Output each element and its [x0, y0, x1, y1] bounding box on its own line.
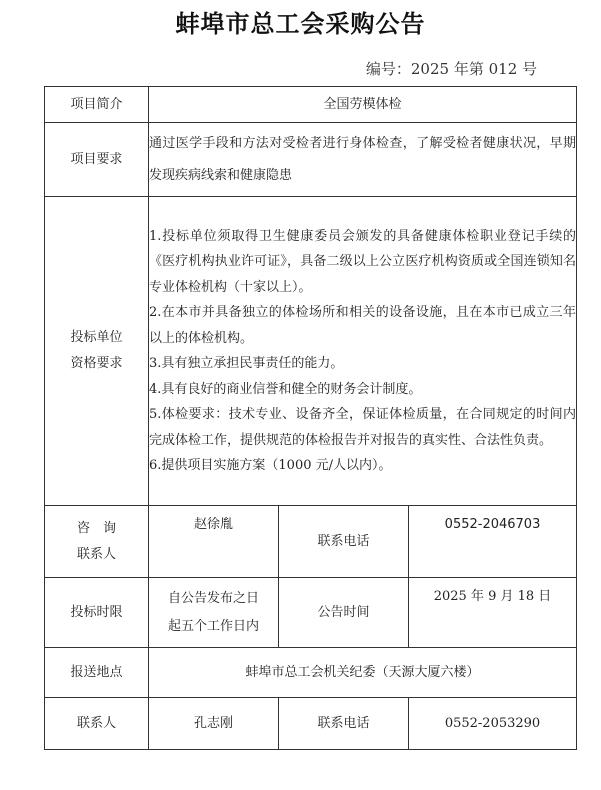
consult-label	[45, 506, 149, 578]
qualification-label-line2: 资格要求	[70, 356, 123, 371]
qualification-label-line1: 投标单位	[70, 330, 123, 345]
row-project-requirements	[45, 123, 577, 197]
qualification-label	[45, 197, 149, 506]
submit-location-label: 报送地点	[45, 648, 149, 698]
project-intro-value: 全国劳模体检	[149, 87, 577, 123]
bid-period-label: 投标时限	[45, 578, 149, 648]
consult-phone-label: 联系电话	[279, 506, 409, 578]
qualification-item: 4.具有良好的商业信誉和健全的财务会计制度。	[149, 381, 422, 397]
submit-location-value: 蚌埠市总工会机关纪委（天源大厦六楼）	[149, 648, 577, 698]
contact-phone-label: 联系电话	[279, 698, 409, 750]
row-bid-period	[45, 578, 577, 648]
row-contact	[45, 698, 577, 750]
row-qualification	[45, 197, 577, 506]
qualification-items	[149, 197, 577, 506]
contact-name: 孔志刚	[149, 698, 279, 750]
qualification-item: 1.投标单位须取得卫生健康委员会颁发的具备健康体检职业登记手续的《医疗机构执业许可证》，具备二级以上公立医疗机构资质或全国连锁知名专业体检机构（十家以上）。	[149, 228, 577, 295]
document-number: 编号：2025 年第 012 号	[365, 60, 537, 78]
announce-date: 2025 年 9 月 18 日	[409, 578, 577, 648]
project-requirements-value: 通过医学手段和方法对受检者进行身体检查，了解受检者健康状况，早期发现疾病线索和健康隐患	[149, 123, 577, 197]
bid-period-line2: 起五个工作日内	[167, 618, 259, 634]
bid-period-value	[149, 578, 279, 648]
qualification-item: 5.体检要求：技术专业、设备齐全，保证体检质量，在合同规定的时间内完成体检工作，提供规范的体检报告并对报告的真实性、合法性负责。	[149, 407, 577, 448]
consult-name: 赵徐胤	[149, 506, 279, 578]
row-consult	[45, 506, 577, 578]
bid-period-line1: 自公告发布之日	[167, 590, 259, 606]
consult-label-line2: 联系人	[76, 546, 116, 562]
announcement-table	[44, 86, 577, 750]
page-title: 蚌埠市总工会采购公告	[175, 10, 426, 38]
project-requirements-label: 项目要求	[45, 123, 149, 197]
qualification-item: 2.在本市并具备独立的体检场所和相关的设备设施，且在本市已成立三年以上的体检机构。	[149, 305, 577, 346]
project-intro-label: 项目简介	[45, 87, 149, 123]
consult-label-line1: 咨 询	[76, 520, 116, 536]
announce-time-label: 公告时间	[279, 578, 409, 648]
row-project-intro	[45, 87, 577, 123]
contact-phone: 0552-2053290	[409, 698, 577, 750]
consult-phone: 0552-2046703	[409, 506, 577, 578]
qualification-item: 6.提供项目实施方案（1000 元/人以内）。	[149, 458, 392, 473]
row-submit-location	[45, 648, 577, 698]
contact-label: 联系人	[45, 698, 149, 750]
qualification-item: 3.具有独立承担民事责任的能力。	[149, 356, 344, 371]
